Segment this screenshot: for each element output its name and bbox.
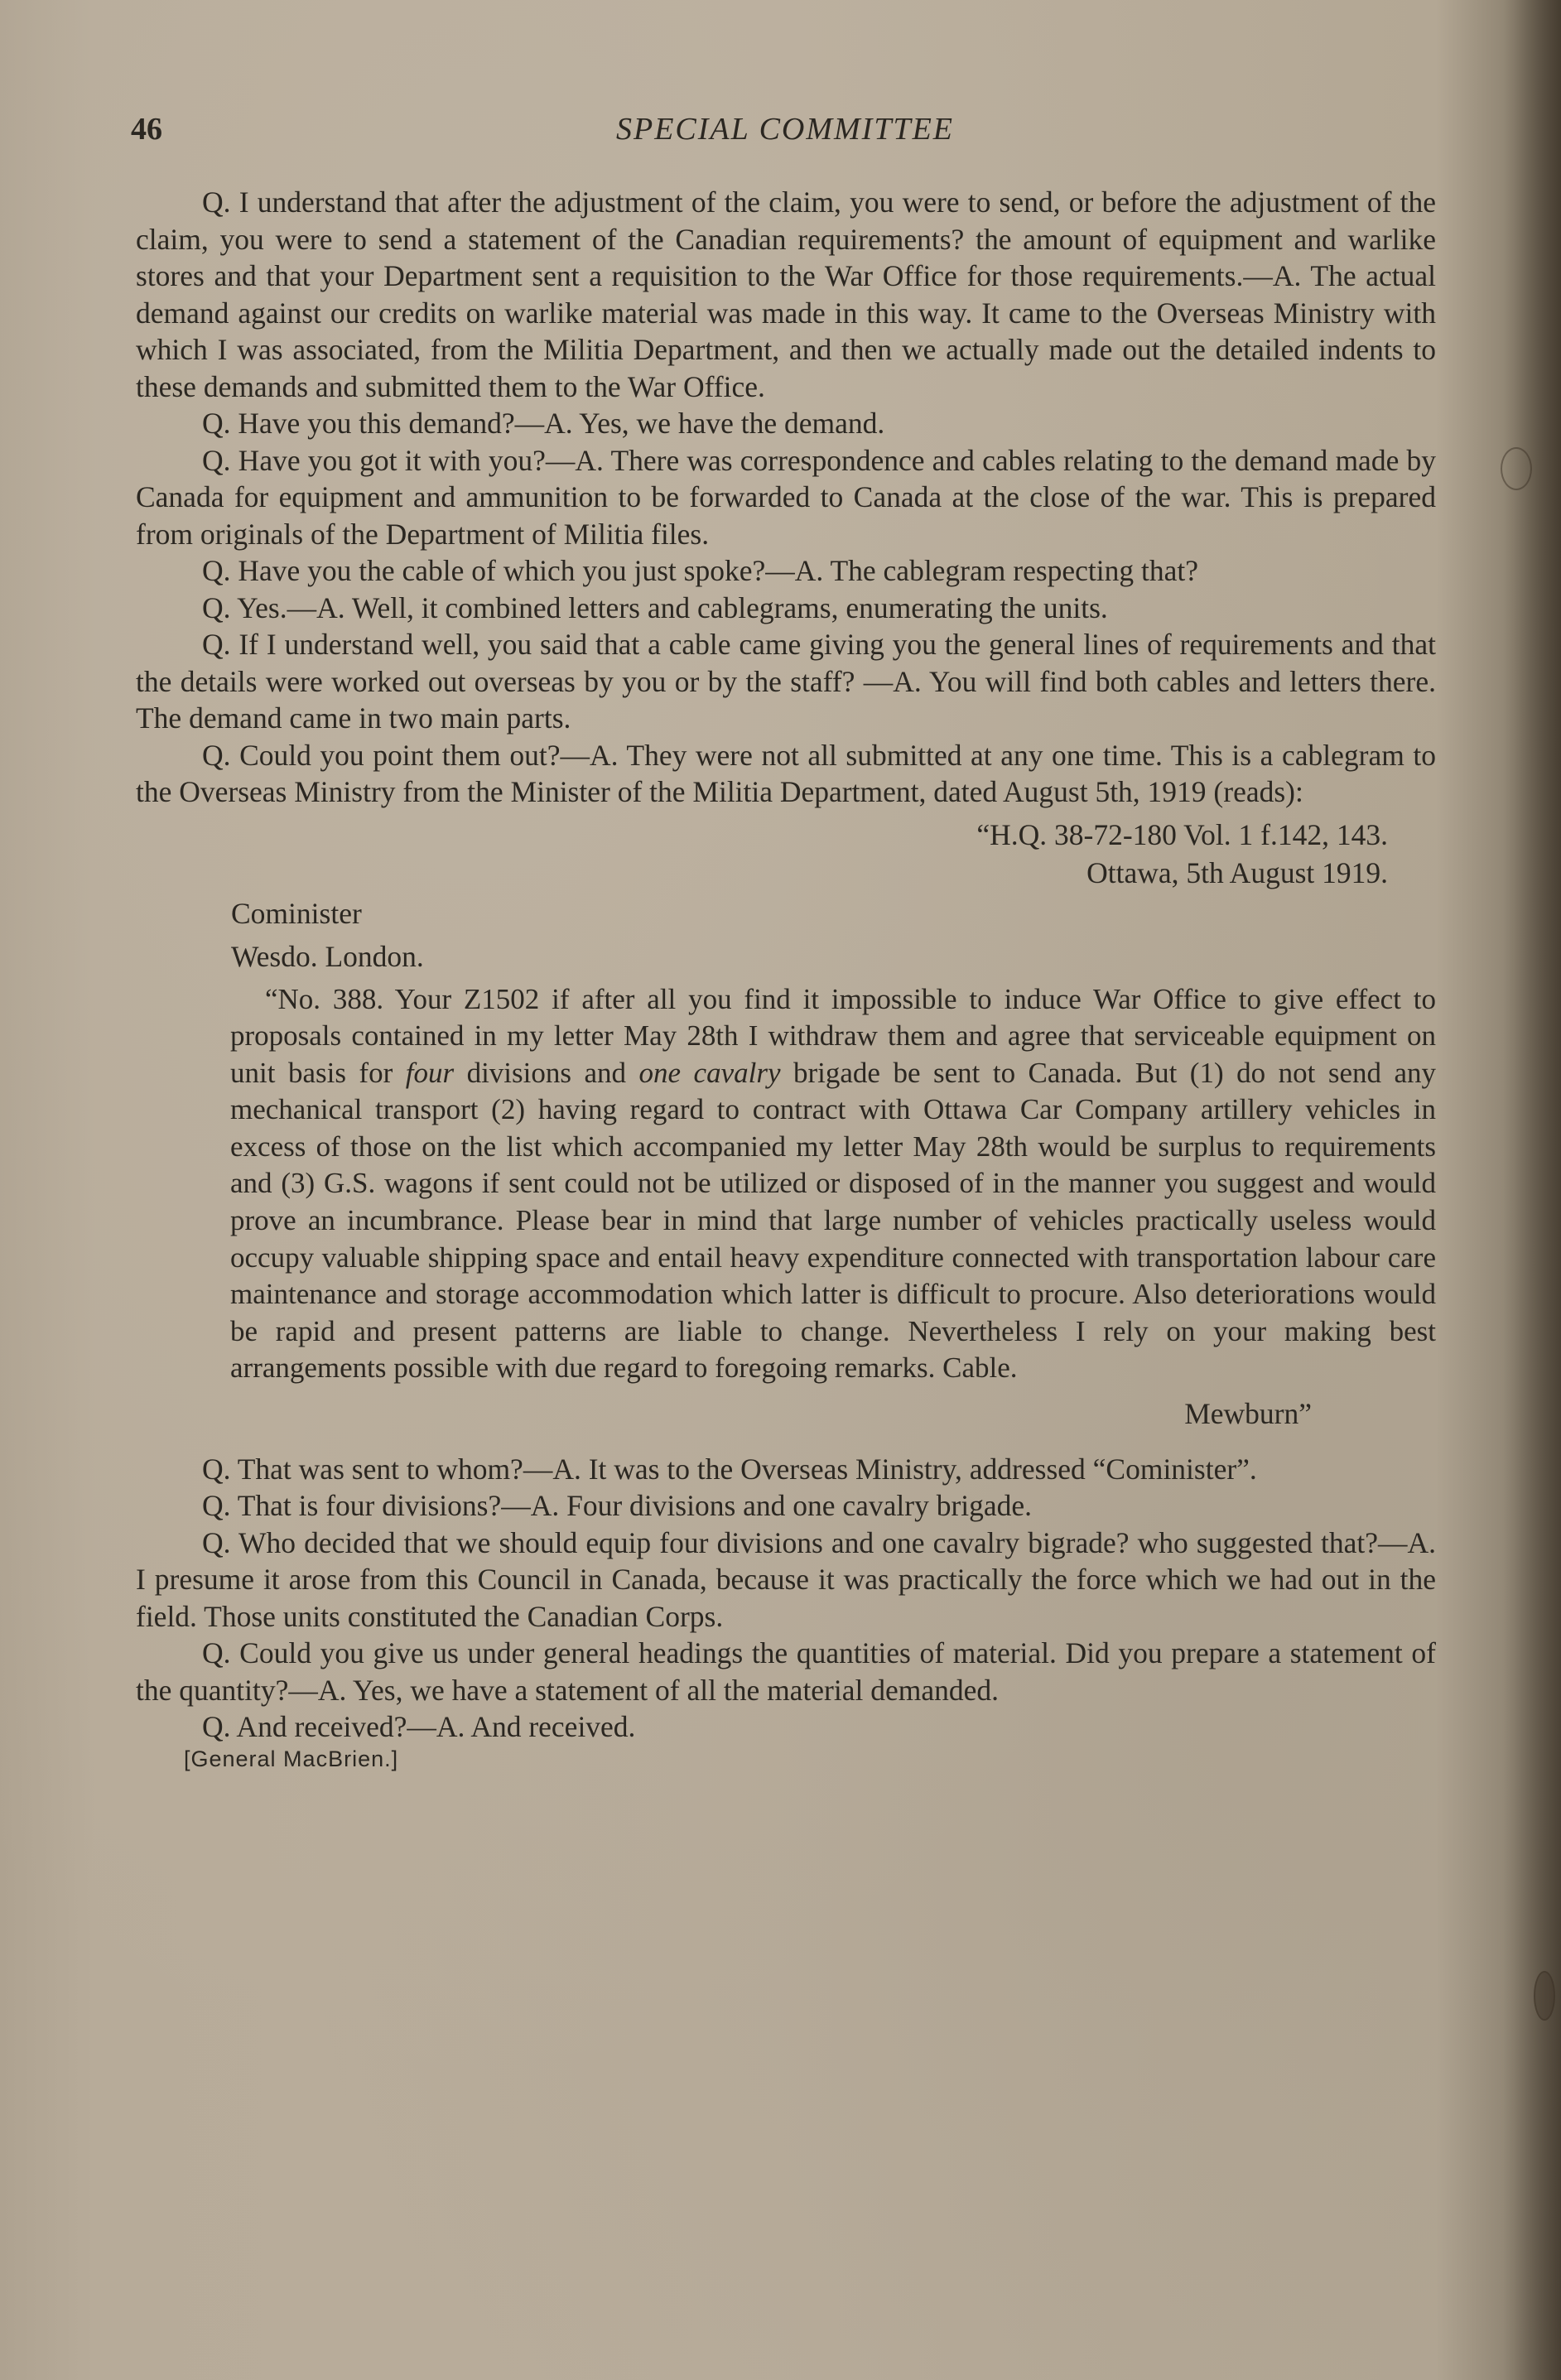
cable-text-part: divisions and: [454, 1056, 639, 1089]
cable-text: [230, 981, 1436, 1388]
binding-hole-mark: [1501, 447, 1532, 490]
cable-text-part: “No. 388. Your Z1502 if after all you find it impossible to induce War Office to give effect to proposals contained in my letter May 28th I withdraw them and agree that serviceable equipment on unit basis for: [230, 982, 1436, 1089]
cable-text-italic: four: [405, 1056, 455, 1089]
cable-addressee: Cominister: [231, 896, 362, 930]
paragraph: Q. Could you point them out?—A. They were not all submitted at any one time. This is a cablegram to the Overseas Ministry from the Minister of the Militia Department, dated August 5th, 1919 (reads):: [136, 738, 1436, 808]
paragraph: Q. Who decided that we should equip four divisions and one cavalry bigrade? who suggested that?—A. I presume it arose from this Council in Canada, because it was practically the force which we had out in the field. Those units constituted the Canadian Corps.: [136, 1525, 1436, 1633]
cable-place-date: Ottawa, 5th August 1919.: [1086, 855, 1388, 889]
cable-text-part: brigade be sent to Canada. But (1) do not send any mechanical transport (2) having regard to contract with Ottawa Car Company artillery vehicles in excess of those on the list which accompanied my letter May 28th would be surplus to requirements and (3) G.S. wagons if sent could not be utilized or disposed of in the manner you suggest and would prove an incumbrance. Please bear in mind that large number of vehicles practically useless would occupy valuable shipping space and entail heavy expenditure connected with transportation labour care maintenance and storage accommodation which latter is difficult to procure. Also deteriorations would be rapid and present patterns are liable to change. Nevertheless I rely on your making best arrangements possible with due regard to foregoing remarks. Cable.: [230, 1056, 1436, 1385]
paragraph: Q. Yes.—A. Well, it combined letters and cablegrams, enumerating the units.: [202, 590, 1108, 624]
cable-file-reference: “H.Q. 38-72-180 Vol. 1 f.142, 143.: [976, 817, 1388, 851]
cable-text-italic: one cavalry: [638, 1056, 781, 1089]
binding-hole-mark: [1534, 1971, 1555, 2021]
page-body: [136, 184, 1436, 1774]
paragraph: Q. Have you got it with you?—A. There was correspondence and cables relating to the demand made by Canada for equipment and ammunition to be forwarded to Canada at the close of the war. This is prepared from originals of the Department of Militia files.: [136, 443, 1436, 551]
paragraph: Q. If I understand well, you said that a cable came giving you the general lines of requirements and that the details were worked out overseas by you or by the staff? —A. You will find both cables and letters there. The demand came in two main parts.: [136, 628, 1436, 735]
cable-body: [230, 981, 1436, 1388]
paragraph: Q. Have you this demand?—A. Yes, we have the demand.: [202, 407, 885, 440]
cable-signature: Mewburn”: [1184, 1397, 1312, 1431]
paragraph: Q. I understand that after the adjustment of the claim, you were to send, or before the adjustment of the claim, you were to send a statement of the Canadian requirements? the amount of equipment and warlike stores and that your Department sent a requisition to the War Office for those requirements.—A. The actual demand against our credits on warlike material was made in this way. It came to the Overseas Ministry with which I was associated, from the Militia Department, and then we actually made out the detailed indents to these demands and submitted them to the War Office.: [136, 185, 1436, 403]
page-header: [131, 106, 1439, 156]
paragraph: Q. That is four divisions?—A. Four divisions and one cavalry brigade.: [202, 1489, 1033, 1523]
page-edge-shadow: [1503, 0, 1561, 2380]
speaker-note: [General MacBrien.]: [184, 1746, 399, 1771]
paragraph: Q. That was sent to whom?—A. It was to the Overseas Ministry, addressed “Cominister”.: [202, 1452, 1257, 1486]
cable-address: Wesdo. London.: [231, 939, 424, 973]
cable-reference: [136, 816, 1436, 892]
paragraph: Q. And received?—A. And received.: [202, 1710, 636, 1744]
paragraph: Q. Could you give us under general headings the quantities of material. Did you prepare a statement of the quantity?—A. Yes, we have a statement of all the material demanded.: [136, 1636, 1436, 1707]
running-head: SPECIAL COMMITTEE: [615, 112, 955, 147]
page-number: 46: [131, 112, 162, 147]
paragraph: Q. Have you the cable of which you just spoke?—A. The cablegram respecting that?: [202, 554, 1198, 587]
